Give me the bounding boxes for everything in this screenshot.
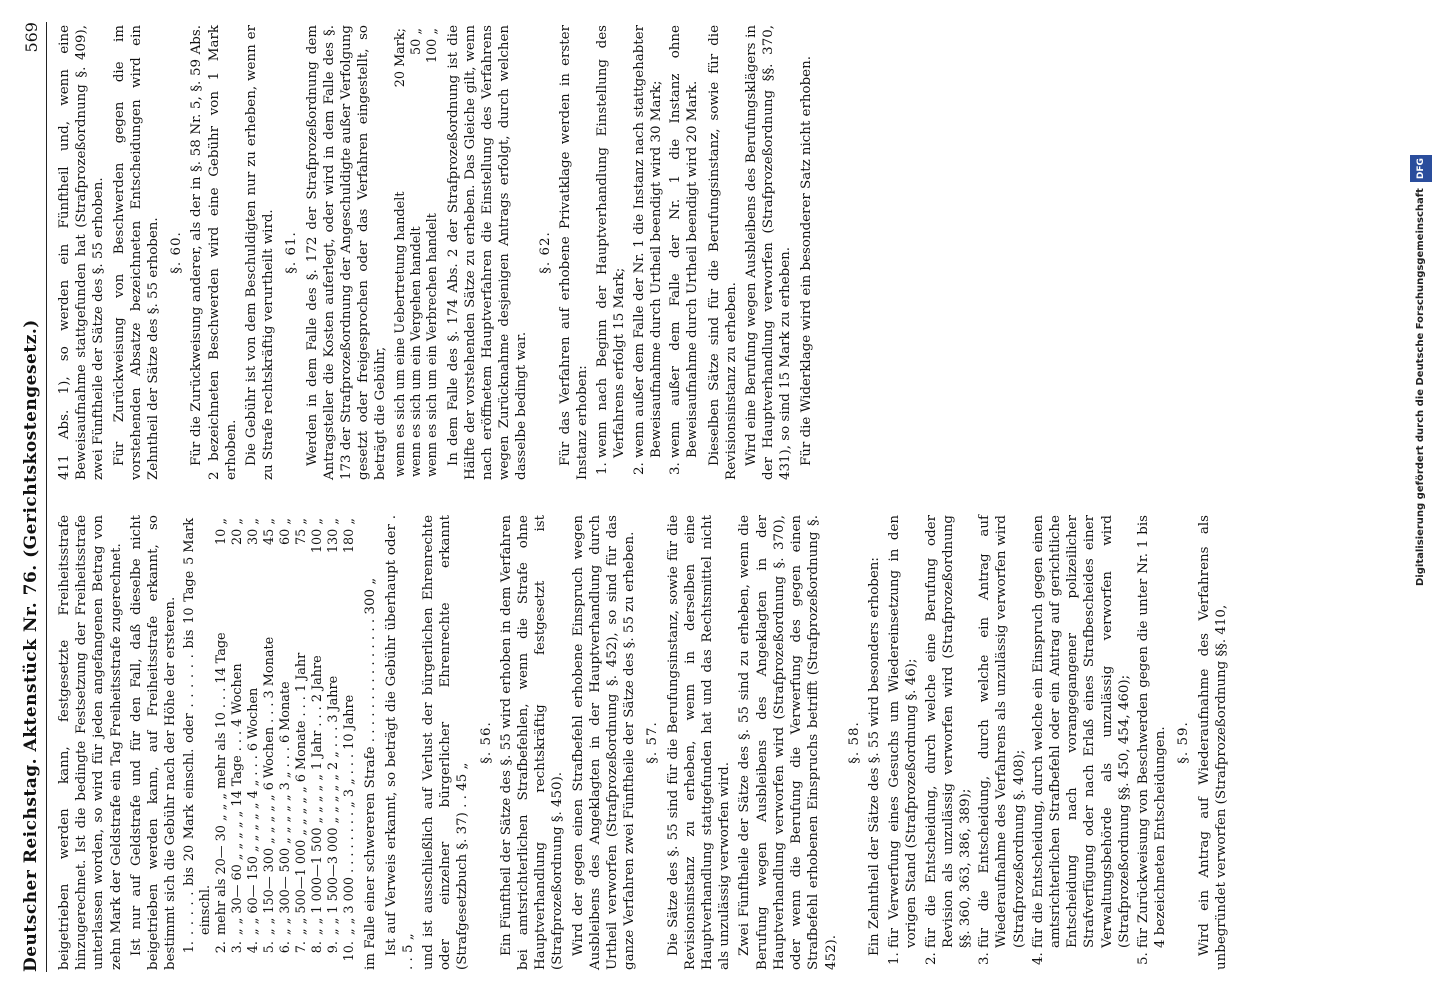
table-row: wenn es sich um eine Uebertretung handelt 20 Mark; [392,28,408,477]
paragraph: Ist auf Verweis erkannt, so beträgt die Gebühr überhaupt oder . . . 5 „ [383,515,416,970]
rotated-page [2,2,1394,992]
paragraph: In dem Falle des §. 174 Abs. 2 der Strafprozeßordnung ist die Hälfte der vorstehenden Sätze zu erheben. Das Gleiche gilt, wenn nach eröffnetem Hauptverfahren die Einstellung des Verfahrens wegen Zurücknahme desjenigen Antrags erfolgt, durch welchen dasselbe bedingt war. [445,25,530,480]
table-row: 9. „ „ 1 500—3 000 „ „ „ „ „ 2 „ . . . 3 Jahre 130 „ [326,518,342,954]
list-item: 3. wenn außer dem Falle der Nr. 1 die Instanz ohne Beweisaufnahme durch Urtheil beendigt wird 20 Mark. [667,25,701,458]
paragraph: Ein Fünftheil der Sätze des §. 55 wird erhoben in dem Verfahren bei amtsrichterlichen Strafbefehlen, wenn die Strafe ohne Hauptverhandlung rechtskräftig festgesetzt ist (Strafprozeßordnung §. 450). [498,515,566,970]
right-column [56,25,818,480]
fee-table [182,515,358,970]
table-row: 7. „ „ 500—1 000 „ „ „ „ „ 6 Monate . . . 1 Jahr 75 „ [294,518,310,954]
table-row: 10. „ „ 3 000 . . . . . . . . „ 3 „ . . . 10 Jahre 180 „ [342,518,358,962]
paragraph: im Falle einer schwereren Strafe . . . . . . . . . . . . . . . 300 „ [363,577,379,970]
list-item: 2. wenn außer dem Falle der Nr. 1 die Instanz nach stattgehabter Beweisaufnahme durch Urtheil beendigt wird 30 Mark; [631,25,665,458]
paragraph: Ist nur auf Geldstrafe und für den Fall, daß dieselbe nicht beigetrieben werden kann, auf Freiheitsstrafe erkannt, so bestimmt sich die Gebühr nach der Höhe der ersteren. [128,515,179,970]
list-item: 4. für die Entscheidung, durch welche ein Einspruch gegen einen amtsrichterlichen Strafbefehl oder ein Antrag auf gerichtliche Entscheidung nach vorangegangener polizeilicher Strafverfügung oder nach Erlaß eines Strafbescheides einer Verwaltungsbehörde als unzulässig verworfen wird (Strafprozeßordnung §§. 450, 454, 460); [1030,515,1133,948]
table-row: 4. „ „ 60— 150 „ „ „ „ „ 4 „ . . . 6 Wochen 30 „ [246,518,262,954]
funding-note: Digitalisierung gefördert durch die Deutsche Forschungsgemeinschaft [1415,188,1426,586]
section-heading: §. 59. [1176,721,1192,764]
paragraph: Für die Widerklage wird ein besonderer Satz nicht erhoben. [798,56,814,466]
numbered-list [886,515,1169,970]
table-row: 6. „ „ 300— 500 „ „ „ „ „ 3 „ . . . 6 Monate 60 „ [278,518,294,954]
paragraph: Werden in dem Falle des §. 172 der Strafprozeßordnung dem Antragsteller die Kosten auferlegt, oder wird in dem Falle des §. 173 der Strafprozeßordnung der Angeschuldigte außer Verfolgung gesetzt oder freigesprochen oder das Verfahren eingestellt, so beträgt die Gebühr, [304,25,389,480]
list-item: 3. für die Entscheidung, durch welche ein Antrag auf Wiederaufnahme des Verfahrens als unzulässig verworfen wird (Strafprozeßordnung §. 408); [976,515,1028,948]
running-title: Deutscher Reichstag. Aktenstück Nr. 76. (Gerichtskostengesetz.) [21,319,41,972]
page-number: 569 [21,22,41,53]
table-row: 3. „ „ 30— 60 „ „ „ „ „ 14 Tage . . . 4 Wochen 20 „ [230,518,246,954]
list-item: 1. für Verwerfung eines Gesuchs um Wiedereinsetzung in den vorigen Stand (Strafprozeßordnung §. 46); [886,515,920,948]
section-heading: §. 56. [478,721,494,764]
fee-table [393,25,441,480]
list-item: 5. für Zurückweisung von Beschwerden gegen die unter Nr. 1 bis 4 bezeichneten Entscheidungen. [1135,515,1169,948]
paragraph: Zwei Fünftheile der Sätze des §. 55 sind zu erheben, wenn die Berufung wegen Ausbleibens des Angeklagten in der Hauptverhandlung verworfen wird (Strafprozeßordnung §. 370), oder wenn die Berufung die Verwerfung des gegen einen Strafbefehl erhobenen Einspruchs betrifft (Strafprozeßordnung §. 452). [737,515,839,970]
list-item: 1. wenn nach Beginn der Hauptverhandlung Einstellung des Verfahrens erfolgt 15 Mark; [594,25,628,458]
dfg-logo: DFG [1410,155,1432,182]
section-heading: §. 58. [846,721,862,764]
paragraph: Für Zurückweisung von Beschwerden gegen die im vorstehenden Absatze bezeichneten Entscheidungen wird ein Zehntheil der Sätze des §. 55 erhoben. [111,25,162,480]
table-row: wenn es sich um ein Verbrechen handelt 100 „ [424,28,440,477]
section-heading: §. 60. [169,231,185,274]
paragraph: und ist ausschließlich auf Verlust der bürgerlichen Ehrenrechte oder einzelner bürgerlicher Ehrenrechte erkannt (Strafgesetzbuch §. 37) . . 45 „ [421,515,471,970]
paragraph: Dieselben Sätze sind für die Berufungsinstanz, sowie für die Revisionsinstanz zu erheben. [706,25,739,480]
table-row: 5. „ „ 150— 300 „ „ „ „ „ 6 Wochen . . . 3 Monate 45 „ [262,518,278,954]
paragraph: Wird eine Berufung wegen Ausbleibens des Berufungsklägers in der Hauptverhandlung verworfen (Strafprozeßordnung §§. 370, 431), so sind 15 Mark zu erheben. [743,25,794,480]
table-row: wenn es sich um ein Vergehen handelt 50 „ [408,28,424,477]
paragraph: beigetrieben werden kann, festgesetzte Freiheitsstrafe hinzugerechnet. Ist die bedingte Festsetzung der Freiheitsstrafe unterlassen worden, so wird für jeden angefangenen Betrag von zehn Mark der Geldstrafe ein Tag Freiheitsstrafe zugerechnet. [57,515,124,970]
section-heading: §. 57. [645,721,661,764]
paragraph: Die Gebühr ist von dem Beschuldigten nur zu erheben, wenn er zu Strafe rechtskräftig verurtheilt wird. [244,25,277,480]
paragraph: Für das Verfahren auf erhobene Privatklage werden in erster Instanz erhoben: [557,25,591,480]
paragraph: Wird ein Antrag auf Wiederaufnahme des Verfahrens als unbegründet verworfen (Strafprozeßordnung §§. 410, [1196,515,1229,970]
left-column [56,515,1233,970]
funding-sidebar [1410,6,1432,586]
table-row: 1. . . . . . bis 20 Mark einschl. oder . . . . . . bis 10 Tage einschl. 5 Mark [182,518,214,954]
list-item: 2. für die Entscheidung, durch welche eine Berufung oder Revision als unzulässig verworfen wird (Strafprozeßordnung §§. 360, 363, 386, 389); [923,515,975,948]
numbered-list [594,25,701,480]
paragraph: Wird der gegen einen Strafbefehl erhobene Einspruch wegen Ausbleibens des Angeklagten in der Hauptverhandlung durch Urtheil verworfen (Strafprozeßordnung §. 452), so sind für das ganze Verfahren zwei Fünftheile der Sätze des §. 55 zu erheben. [570,515,638,970]
paragraph: Für die Zurückweisung anderer, als der in §. 58 Nr. 5, §. 59 Abs. 2 bezeichneten Beschwerden wird eine Gebühr von 1 Mark erhoben. [189,25,239,480]
section-heading: §. 62. [537,231,553,274]
paragraph: Die Sätze des §. 55 sind für die Berufungsinstanz, sowie für die Revisionsinstanz zu erheben, wenn in derselben eine Hauptverhandlung stattgefunden hat und das Rechtsmittel nicht als unzulässig verworfen wird. [665,515,733,970]
paragraph: Ein Zehntheil der Sätze des §. 55 wird besonders erhoben: [866,557,882,956]
paragraph: 411 Abs. 1), so werden ein Fünftheil und, wenn eine Beweisaufnahme stattgefunden hat (Strafprozeßordnung §. 409), zwei Fünftheile der Sätze des §. 55 erhoben. [57,25,107,480]
page-header [16,22,47,972]
section-heading: §. 61. [284,231,300,274]
table-row: 2. mehr als 20— 30 „ „ „ mehr als 10 . . . 14 Tage 10 „ [214,518,230,954]
table-row: 8. „ „ 1 000—1 500 „ „ „ „ „ 1 Jahr . . . 2 Jahre 100 „ [310,518,326,954]
